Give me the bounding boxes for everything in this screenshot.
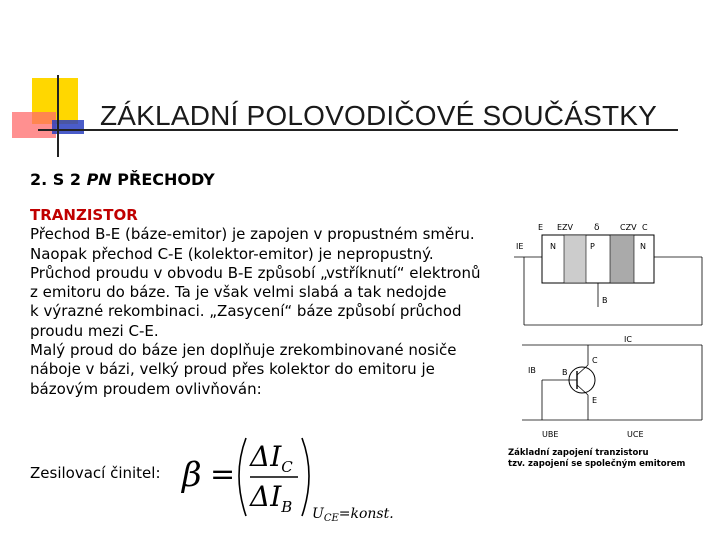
label-EZV: EZV [557, 223, 574, 232]
formula-beta: β [182, 455, 202, 495]
label-E-top: E [538, 223, 544, 232]
label-IC: IC [624, 335, 632, 344]
label-CZV: CZV [620, 223, 637, 232]
body-text [30, 206, 520, 399]
label-N-left: N [550, 242, 556, 251]
body-line: bázovým proudem ovlivňován: [30, 379, 262, 398]
body-line: z emitoru do báze. Ta je však velmi slabá a tak nedojde [30, 283, 447, 302]
slide-subtitle [30, 170, 215, 189]
gain-formula [180, 430, 410, 525]
subtitle-suffix: PŘECHODY [111, 170, 215, 189]
decor-vertical-line [57, 75, 59, 157]
diagram-caption [508, 448, 685, 470]
formula-numerator: $\Delta I_C$ [250, 440, 293, 476]
label-IE: IE [516, 242, 524, 251]
label-B: B [562, 368, 568, 377]
label-C: C [592, 356, 598, 365]
body-line: proudu mezi C-E. [30, 321, 159, 340]
body-heading: TRANZISTOR [30, 206, 138, 224]
label-E: E [592, 396, 598, 405]
caption-line: tzv. zapojení se společným emitorem [508, 459, 686, 469]
label-C-top: C [642, 223, 648, 232]
subtitle-italic: PN [86, 170, 112, 189]
label-IB: IB [528, 366, 536, 375]
label-B-top: B [602, 296, 608, 305]
body-line: k výrazné rekombinaci. „Zasycení“ báze způsobí průchod [30, 302, 462, 321]
body-line: Průchod proudu v obvodu B-E způsobí „vstříknutí“ elektronů [30, 263, 481, 282]
formula-label: Zesilovací činitel: [30, 464, 161, 482]
formula-left-paren [239, 438, 246, 516]
formula-equals: = [210, 457, 236, 492]
depletion-collector [610, 235, 634, 283]
formula-right-paren [302, 438, 309, 516]
body-line: náboje v bázi, velký proud přes kolektor do emitoru je [30, 360, 435, 379]
label-UCE: UCE [627, 430, 644, 439]
formula-condition: $U_{CE}=konst$. [312, 506, 394, 524]
body-line: Naopak přechod C-E (kolektor-emitor) je nepropustný. [30, 244, 434, 263]
transistor-diagram [512, 215, 707, 445]
label-UBE: UBE [542, 430, 559, 439]
label-delta: δ [594, 223, 600, 233]
structure-box [542, 235, 654, 283]
body-line: Malý proud do báze jen doplňuje zrekombinované nosiče [30, 341, 457, 360]
decor-red-square [12, 112, 56, 138]
subtitle-prefix: 2. S 2 [30, 170, 87, 189]
label-P: P [590, 242, 595, 251]
depletion-emitter [564, 235, 586, 283]
body-line: Přechod B-E (báze-emitor) je zapojen v propustném směru. [30, 225, 475, 244]
label-N-right: N [640, 242, 646, 251]
caption-line: Základní zapojení tranzistoru [508, 448, 649, 458]
slide-title: ZÁKLADNÍ POLOVODIČOVÉ SOUČÁSTKY [100, 100, 657, 131]
formula-denominator: $\Delta I_B$ [250, 480, 293, 516]
